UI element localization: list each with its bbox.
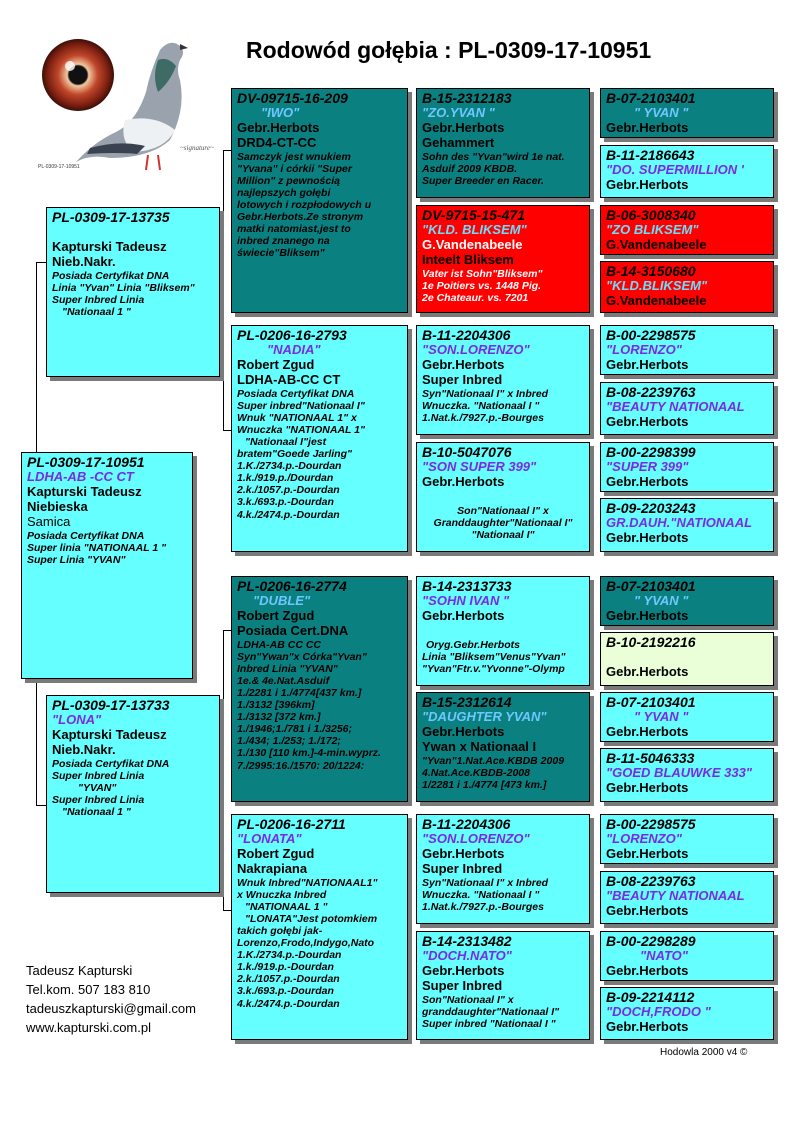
ancestor-box <box>600 576 774 626</box>
pigeon-id: DV-09715-16-209 <box>237 90 348 106</box>
mother-note: Super Inbred Linia <box>52 794 145 807</box>
pigeon-owner: Gebr.Herbots <box>606 724 689 740</box>
great-grandparent-box <box>416 814 590 924</box>
subject-color: Niebieska <box>27 498 88 514</box>
father-note: Super Inbred Linia <box>52 294 145 307</box>
pigeon-note: 4.k./2474.p.-Dourdan <box>237 997 340 1010</box>
photo-caption: PL-0309-17-10951 <box>38 164 80 170</box>
pigeon-name: "LONATA" <box>237 831 302 847</box>
pigeon-id: B-00-2298575 <box>606 816 696 832</box>
pigeon-note: Super inbred "Nationaal I " <box>422 1018 556 1031</box>
pigeon-name: "SON SUPER 399" <box>422 459 537 475</box>
pigeon-note: Oryg.Gebr.Herbots <box>426 638 520 651</box>
pigeon-id: B-14-2313482 <box>422 933 512 949</box>
ancestor-box <box>600 632 774 686</box>
pigeon-note: 1.K./2734.p.-Dourdan <box>237 460 342 473</box>
pigeon-owner: Gebr.Herbots <box>422 724 505 740</box>
pigeon-note: Super inbred"Nationaal I" <box>237 399 365 412</box>
pigeon-id: DV-9715-15-471 <box>422 207 525 223</box>
pigeon-id: PL-0206-16-2774 <box>237 578 347 594</box>
pigeon-note: 1./130 [110 km.]-4-min.wyprz. <box>237 747 381 760</box>
great-grandparent-box <box>416 205 590 313</box>
pigeon-owner: G.Vandenabeele <box>422 237 523 253</box>
pigeon-note: 1./2281 i 1./4774[437 km.] <box>237 687 362 700</box>
pigeon-owner: Gebr.Herbots <box>422 846 505 862</box>
mother-color: Nieb.Nakr. <box>52 741 116 757</box>
great-grandparent-box <box>416 442 590 552</box>
pigeon-owner: Gebr.Herbots <box>422 963 505 979</box>
pigeon-id: B-06-3008340 <box>606 207 696 223</box>
pigeon-id: B-08-2239763 <box>606 873 696 889</box>
pigeon-id: B-09-2203243 <box>606 500 696 516</box>
pigeon-owner: Robert Zgud <box>237 357 315 373</box>
ancestor-box <box>600 442 774 492</box>
mother-note: Super Inbred Linia <box>52 769 145 782</box>
pigeon-id: B-00-2298575 <box>606 327 696 343</box>
pigeon-note: 1./434; 1./253; 1./172; <box>237 735 341 748</box>
pigeon-id: B-09-2214112 <box>606 989 695 1005</box>
pigeon-name: "DO. SUPERMILLION ' <box>606 162 744 178</box>
father-note: Posiada Certyfikat DNA <box>52 269 170 282</box>
pigeon-name: "SON.LORENZO" <box>422 831 530 847</box>
pigeon-note: 1/2281 i 1./4774 [473 km.] <box>422 779 547 792</box>
pigeon-name: "SUPER 399" <box>606 459 689 475</box>
pigeon-note: Posiada Certyfikat DNA <box>237 387 355 400</box>
pigeon-note: bratem"Goede Jarling" <box>237 448 352 461</box>
pigeon-note: inbred znanego na <box>237 235 330 248</box>
pigeon-note: 1.k./919.p.-Dourdan <box>237 961 334 974</box>
pigeon-owner: Gebr.Herbots <box>606 177 689 193</box>
great-grandparent-box <box>416 576 590 686</box>
pigeon-note: lotowych i rozpłodowych u <box>237 199 372 212</box>
great-grandparent-box <box>416 692 590 802</box>
svg-text:~signature~: ~signature~ <box>180 144 214 152</box>
pigeon-owner: Robert Zgud <box>237 608 315 624</box>
pigeon-id: B-08-2239763 <box>606 384 696 400</box>
mother-name: "LONA" <box>52 712 102 728</box>
pigeon-note: Son"Nationaal I" x <box>457 504 549 517</box>
pigeon-name: "DOCH,FRODO " <box>606 1004 711 1020</box>
pigeon-note: Sohn des "Yvan"wird 1e nat. <box>422 150 565 163</box>
pigeon-extra: Nakrapiana <box>237 860 308 876</box>
footer-text: Hodowla 2000 v4 © <box>660 1047 748 1058</box>
pigeon-note: 3.k./693.p.-Dourdan <box>237 496 334 509</box>
pigeon-owner: Gebr.Herbots <box>606 530 689 546</box>
mother-note: Posiada Certyfikat DNA <box>52 757 170 770</box>
pigeon-name: "BEAUTY NATIONAAL <box>606 888 745 904</box>
pigeon-note: Lorenzo,Frodo,Indygo,Nato <box>237 937 375 950</box>
pigeon-note: Wnuk Inbred"NATIONAAL1" <box>237 876 378 889</box>
pigeon-id: B-07-2103401 <box>606 90 696 106</box>
pigeon-name: "SOHN IVAN " <box>422 593 510 609</box>
pigeon-owner: Gebr.Herbots <box>422 474 505 490</box>
pigeon-extra: Gehammert <box>422 134 495 150</box>
pigeon-owner: Gebr.Herbots <box>606 474 689 490</box>
pigeon-id: B-11-5046333 <box>606 750 695 766</box>
pigeon-owner: Gebr.Herbots <box>606 414 689 430</box>
pigeon-owner: Gebr.Herbots <box>422 120 505 136</box>
subject-id: PL-0309-17-10951 <box>27 454 145 470</box>
pigeon-note: Syn"Nationaal I" x Inbred <box>422 387 549 400</box>
pigeon-note: 1.k./919.p./Dourdan <box>237 472 334 485</box>
mother-note: "YVAN" <box>78 782 117 795</box>
ancestor-box <box>600 88 774 138</box>
pigeon-owner: Gebr.Herbots <box>606 357 689 373</box>
pigeon-note: Linia "Bliksem"Venus"Yvan" <box>422 650 566 663</box>
pigeon-id: PL-0206-16-2793 <box>237 327 347 343</box>
pigeon-note: 1e Poitiers vs. 1448 Pig. <box>422 279 542 292</box>
pigeon-note: Syn"Nationaal I" x Inbred <box>422 876 549 889</box>
pigeon-name: "DOCH.NATO" <box>422 948 512 964</box>
pigeon-extra: Ywan x Nationaal I <box>422 738 537 754</box>
pigeon-note: 1.K./2734.p.-Dourdan <box>237 949 342 962</box>
pigeon-owner: Gebr.Herbots <box>422 608 505 624</box>
grandparent-box <box>231 576 408 802</box>
pigeon-note: takich gołębi jak- <box>237 925 323 938</box>
pigeon-name: "NADIA" <box>267 342 321 358</box>
pigeon-name: "ZO BLIKSEM" <box>606 222 699 238</box>
pigeon-owner: Gebr.Herbots <box>606 780 689 796</box>
pigeon-extra: Super Inbred <box>422 977 503 993</box>
mother-owner: Kapturski Tadeusz <box>52 727 167 743</box>
pigeon-note: LDHA-AB CC CC <box>237 638 321 651</box>
pigeon-note: Granddaughter"Nationaal I" <box>433 516 573 529</box>
pigeon-note: 4.Nat.Ace.KBDB-2008 <box>422 766 530 779</box>
pigeon-id: B-11-2204306 <box>422 816 511 832</box>
contact-website[interactable]: www.kapturski.com.pl <box>26 1020 151 1035</box>
pigeon-owner: Gebr.Herbots <box>606 963 689 979</box>
pigeon-note: "LONATA"Jest potomkiem <box>245 913 378 926</box>
grandparent-box <box>231 814 408 1040</box>
pigeon-extra: Inteelt Bliksem <box>422 251 514 267</box>
pigeon-id: B-14-2313733 <box>422 578 512 594</box>
ancestor-box <box>600 814 774 864</box>
subject-box <box>21 452 193 679</box>
pigeon-note: 2e Chateaur. vs. 7201 <box>422 292 529 305</box>
pigeon-id: B-10-5047076 <box>422 444 512 460</box>
pigeon-note: "NATIONAAL 1 " <box>245 901 328 914</box>
great-grandparent-box <box>416 325 590 435</box>
pigeon-note: Samczyk jest wnukiem <box>237 150 351 163</box>
pigeon-id: B-15-2312614 <box>422 694 512 710</box>
pigeon-note: x Wnuczka Inbred <box>237 888 327 901</box>
pigeon-note: Wnuczka "NATIONAAL 1" <box>237 424 365 437</box>
pigeon-note: Wnuk "NATIONAAL 1" x <box>237 412 357 425</box>
pigeon-owner: Gebr.Herbots <box>606 664 689 680</box>
pigeon-name: "DAUGHTER YVAN" <box>422 709 547 725</box>
pigeon-note: Million" z pewnością <box>237 175 340 188</box>
ancestor-box <box>600 145 774 198</box>
pigeon-note: "Yvan"1.Nat.Ace.KBDB 2009 <box>422 754 565 767</box>
pigeon-note: Syn"Ywan"x Córka"Yvan" <box>237 650 367 663</box>
pigeon-note: "Yvan"Ftr.v."Yvonne"-Olymp <box>422 663 565 676</box>
pigeon-name: " YVAN " <box>634 593 689 609</box>
great-grandparent-box <box>416 88 590 198</box>
ancestor-box <box>600 871 774 924</box>
pigeon-owner: Gebr.Herbots <box>606 1019 689 1035</box>
ancestor-box <box>600 205 774 255</box>
pigeon-note: Super Breeder en Racer. <box>422 175 544 188</box>
ancestor-box <box>600 748 774 802</box>
pigeon-id: B-07-2103401 <box>606 694 696 710</box>
pigeon-owner: Gebr.Herbots <box>606 846 689 862</box>
pigeon-id: B-15-2312183 <box>422 90 512 106</box>
pigeon-note: granddaughter"Nationaal I" <box>422 1005 560 1018</box>
subject-note: Posiada Certyfikat DNA <box>27 529 145 542</box>
pigeon-note: 4.k./2474.p.-Dourdan <box>237 508 340 521</box>
pigeon-name: "KLD.BLIKSEM" <box>606 278 708 294</box>
pigeon-id: B-07-2103401 <box>606 578 696 594</box>
pigeon-name: "BEAUTY NATIONAAL <box>606 399 745 415</box>
pigeon-note: 1./1946;1./781 i 1./3256; <box>237 723 353 736</box>
pigeon-note: matki natomiast,jest to <box>237 223 351 236</box>
pigeon-id: B-00-2298399 <box>606 444 696 460</box>
father-box <box>46 207 220 377</box>
pigeon-note: 2.k./1057.p.-Dourdan <box>237 973 340 986</box>
contact-block <box>26 961 196 1037</box>
pigeon-note: Inbred Linia "YVAN" <box>237 663 338 676</box>
pigeon-extra: Super Inbred <box>422 371 503 387</box>
pigeon-note: Son"Nationaal I" x <box>422 993 514 1006</box>
pigeon-owner: Gebr.Herbots <box>606 608 689 624</box>
pigeon-name: "DUBLE" <box>253 593 311 609</box>
ancestor-box <box>600 382 774 435</box>
pigeon-id: PL-0206-16-2711 <box>237 816 346 832</box>
pigeon-name: " YVAN " <box>634 709 689 725</box>
subject-note: Super linia "NATIONAAL 1 " <box>27 541 167 554</box>
pigeon-note: Wnuczka. "Nationaal I " <box>422 399 540 412</box>
pigeon-note: 2.k./1057.p.-Dourdan <box>237 484 340 497</box>
pigeon-eye-image <box>30 30 230 180</box>
pigeon-note: 1./3132 [372 km.] <box>237 711 321 724</box>
pigeon-name: "ZO.YVAN " <box>422 105 495 121</box>
pigeon-note: 3.k./693.p.-Dourdan <box>237 985 334 998</box>
pigeon-name: "LORENZO" <box>606 342 682 358</box>
pigeon-name: "NATO" <box>640 948 688 964</box>
ancestor-box <box>600 498 774 552</box>
pigeon-owner: Robert Zgud <box>237 846 315 862</box>
mother-note: "Nationaal 1 " <box>62 806 131 819</box>
pigeon-extra: Posiada Cert.DNA <box>237 622 349 638</box>
father-owner: Kapturski Tadeusz <box>52 239 167 255</box>
pigeon-note: Asduif 2009 KBDB. <box>422 162 518 175</box>
pigeon-owner: Gebr.Herbots <box>606 120 689 136</box>
pigeon-name: "LORENZO" <box>606 831 682 847</box>
pigeon-note: "Nationaal I"jest <box>245 436 327 449</box>
ancestor-box <box>600 692 774 742</box>
pigeon-id: B-11-2186643 <box>606 147 695 163</box>
pigeon-owner: Gebr.Herbots <box>237 120 320 136</box>
ancestor-box <box>600 325 774 375</box>
pigeon-note: 1e.& 4e.Nat.Asduif <box>237 675 330 688</box>
pigeon-name: "IWO" <box>261 105 300 121</box>
father-note: Linia "Yvan" Linia "Bliksem" <box>52 281 195 294</box>
pigeon-note: 7./2995:16./1570: 20/1224: <box>237 759 365 772</box>
pigeon-note: świecie"Bliksem" <box>237 247 325 260</box>
pigeon-id: B-14-3150680 <box>606 263 696 279</box>
pigeon-id: B-00-2298289 <box>606 933 696 949</box>
pigeon-note: najlepszych gołębi <box>237 187 331 200</box>
subject-name: LDHA-AB -CC CT <box>27 469 134 485</box>
ancestor-box <box>600 261 774 313</box>
pigeon-extra: DRD4-CT-CC <box>237 134 317 150</box>
pigeon-owner: G.Vandenabeele <box>606 237 707 253</box>
father-color: Nieb.Nakr. <box>52 253 116 269</box>
contact-phone: Tel.kom. 507 183 810 <box>26 982 151 997</box>
pigeon-note: Wnuczka. "Nationaal I " <box>422 888 540 901</box>
pigeon-note: "Yvana" i córkii "Super <box>237 162 352 175</box>
subject-owner: Kapturski Tadeusz <box>27 484 142 500</box>
ancestor-box <box>600 931 774 981</box>
contact-email[interactable]: tadeuszkapturski@gmail.com <box>26 1001 196 1016</box>
great-grandparent-box <box>416 931 590 1040</box>
mother-box <box>46 695 220 893</box>
pigeon-note: 1.Nat.k./7927.p.-Bourges <box>422 901 544 914</box>
page-title: Rodowód gołębia : PL-0309-17-10951 <box>246 37 652 63</box>
grandparent-box <box>231 88 408 313</box>
pigeon-note: 1./3132 [396km] <box>237 699 315 712</box>
pigeon-note: Vater ist Sohn"Bliksem" <box>422 267 543 280</box>
pigeon-name: "GOED BLAUWKE 333" <box>606 765 752 781</box>
pigeon-extra: LDHA-AB-CC CT <box>237 371 341 387</box>
ancestor-box <box>600 987 774 1040</box>
pigeon-id: B-11-2204306 <box>422 327 511 343</box>
pigeon-owner: G.Vandenabeele <box>606 293 707 309</box>
pigeon-owner: Gebr.Herbots <box>606 903 689 919</box>
mother-id: PL-0309-17-13733 <box>52 697 170 713</box>
father-note: "Nationaal 1 " <box>62 306 131 319</box>
pigeon-name: GR.DAUH."NATIONAAL <box>606 515 753 531</box>
pigeon-note: Gebr.Herbots.Ze stronym <box>237 211 364 224</box>
contact-name: Tadeusz Kapturski <box>26 963 133 978</box>
pigeon-id: B-10-2192216 <box>606 634 696 650</box>
father-id: PL-0309-17-13735 <box>52 209 170 225</box>
pigeon-note: 1.Nat.k./7927.p.-Bourges <box>422 412 544 425</box>
pigeon-note: "Nationaal I" <box>471 529 535 542</box>
subject-sex: Samica <box>27 513 71 529</box>
pigeon-name: " YVAN " <box>634 105 689 121</box>
subject-note: Super Linia "YVAN" <box>27 553 126 566</box>
pigeon-owner: Gebr.Herbots <box>422 357 505 373</box>
pigeon-name: "KLD. BLIKSEM" <box>422 222 527 238</box>
pigeon-name: "SON.LORENZO" <box>422 342 530 358</box>
pigeon-photo <box>30 30 230 180</box>
pigeon-extra: Super Inbred <box>422 860 503 876</box>
grandparent-box <box>231 325 408 552</box>
pigeon-name <box>606 650 768 665</box>
